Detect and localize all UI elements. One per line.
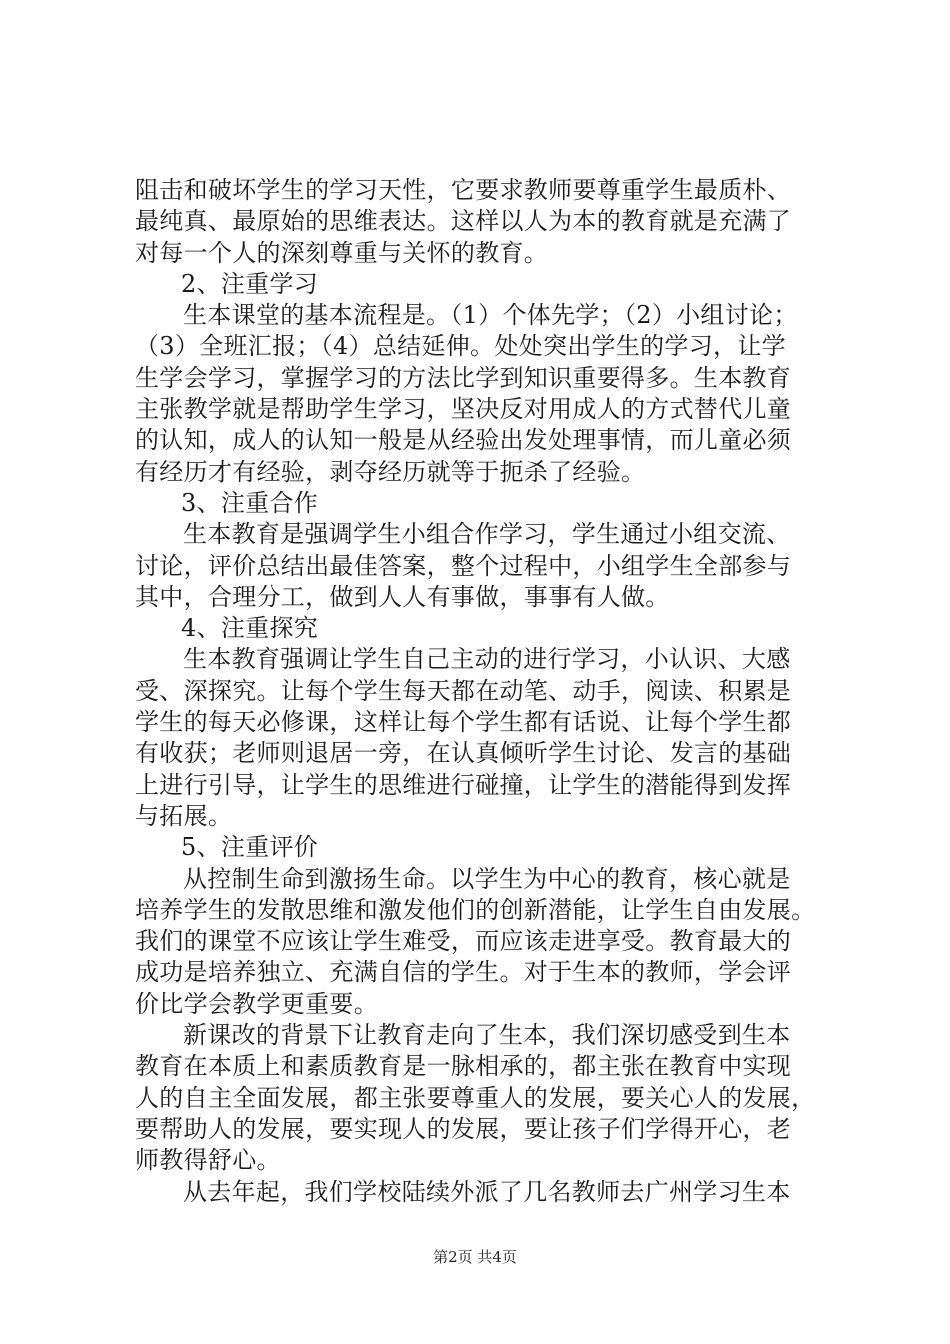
text-line: 其中，合理分工，做到人人有事做，事事有人做。 — [135, 582, 670, 611]
section-heading: 5、注重评价 — [181, 833, 319, 862]
text-line: 讨论，评价总结出最佳答案，整个过程中，小组学生全部参与 — [135, 551, 792, 580]
section-heading: 4、注重探究 — [181, 614, 319, 643]
text-line: 从控制生命到激扬生命。以学生为中心的教育，核心就是 — [183, 864, 791, 893]
text-line: 的认知，成人的认知一般是从经验出发处理事情，而儿童必须 — [135, 426, 792, 455]
text-line: 有收获；老师则退居一旁，在认真倾听学生讨论、发言的基础 — [135, 739, 792, 768]
text-line: 与拓展。 — [135, 801, 233, 830]
text-line: 生学会学习，掌握学习的方法比学到知识重要得多。生本教育 — [135, 363, 792, 392]
text-line: 生本课堂的基本流程是。（1）个体先学；（2）小组讨论； — [183, 301, 798, 330]
text-line: 生本教育是强调学生小组合作学习，学生通过小组交流、 — [183, 520, 791, 549]
page-footer — [0, 1246, 950, 1267]
text-line: 生本教育强调让学生自己主动的进行学习，小认识、大感 — [183, 645, 791, 674]
section-heading: 3、注重合作 — [181, 488, 319, 517]
text-line: 人的自主全面发展，都主张要尊重人的发展，要关心人的发展， — [135, 1083, 816, 1112]
text-line: 有经历才有经验，剥夺经历就等于扼杀了经验。 — [135, 457, 646, 486]
section-heading: 2、注重学习 — [181, 269, 319, 298]
text-line: 对每一个人的深刻尊重与关怀的教育。 — [135, 238, 549, 267]
text-line: 教育在本质上和素质教育是一脉相承的，都主张在教育中实现 — [135, 1052, 792, 1081]
text-line: 主张教学就是帮助学生学习，坚决反对用成人的方式替代儿童 — [135, 395, 792, 424]
text-line: 要帮助人的发展，要实现人的发展，要让孩子们学得开心，老 — [135, 1114, 792, 1143]
document-body — [135, 175, 840, 1208]
text-line: 从去年起，我们学校陆续外派了几名教师去广州学习生本 — [183, 1177, 791, 1206]
page-number-label: 第2页 共4页 — [433, 1248, 517, 1266]
text-line: 阻击和破坏学生的学习天性，它要求教师要尊重学生最质朴、 — [135, 176, 792, 204]
text-line: 我们的课堂不应该让学生难受，而应该走进享受。教育最大的 — [135, 927, 792, 956]
text-line: 师教得舒心。 — [135, 1146, 281, 1175]
text-line: 成功是培养独立、充满自信的学生。对于生本的教师，学会评 — [135, 958, 792, 987]
text-line: 上进行引导，让学生的思维进行碰撞，让学生的潜能得到发挥 — [135, 770, 792, 799]
text-line: 培养学生的发散思维和激发他们的创新潜能，让学生自由发展。 — [135, 895, 816, 924]
text-line: 新课改的背景下让教育走向了生本，我们深切感受到生本 — [183, 1021, 791, 1050]
text-line: 最纯真、最原始的思维表达。这样以人为本的教育就是充满了 — [135, 207, 792, 236]
text-line: 学生的每天必修课，这样让每个学生都有话说、让每个学生都 — [135, 708, 792, 737]
text-line: 价比学会教学更重要。 — [135, 989, 378, 1018]
text-line: 受、深探究。让每个学生每天都在动笔、动手，阅读、积累是 — [135, 676, 792, 705]
text-line: （3）全班汇报；（4）总结延伸。处处突出学生的学习，让学 — [135, 332, 786, 361]
